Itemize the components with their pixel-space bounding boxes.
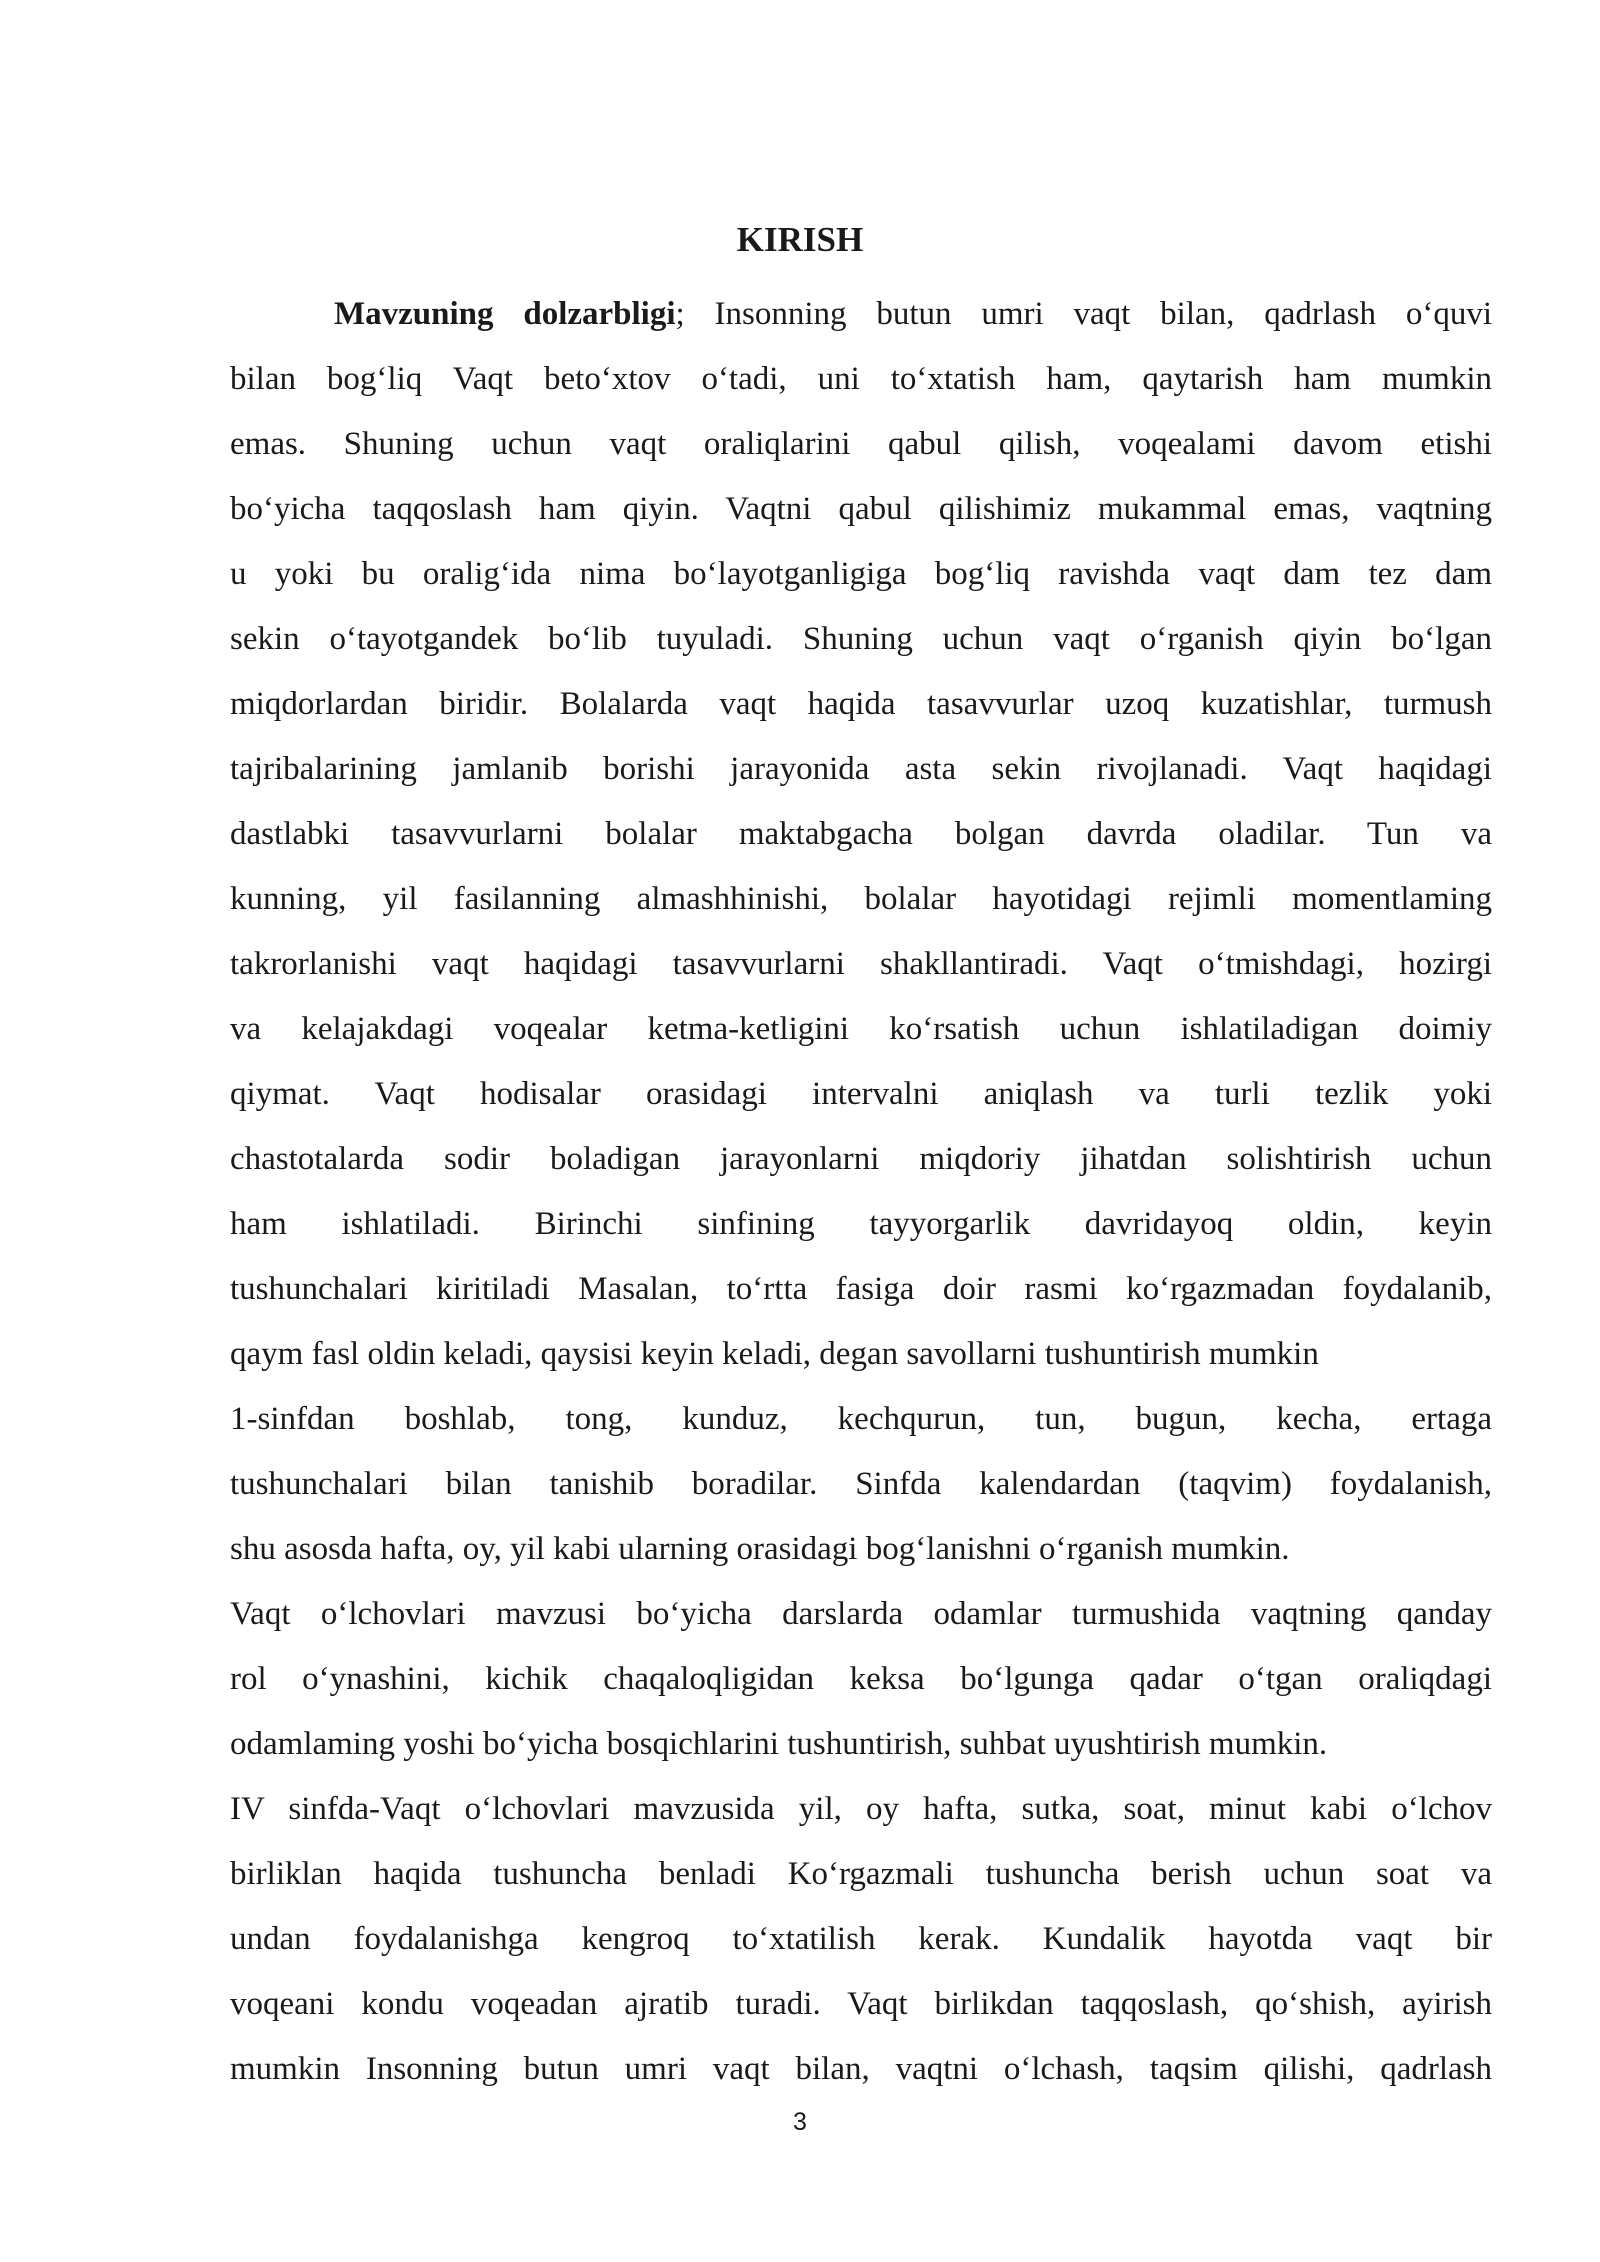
text-line: IV sinfda-Vaqt o‘lchovlari mavzusida yil, oy hafta, sutka, soat, minut kabi o‘lchov <box>230 1791 1492 1827</box>
text-line: bo‘yicha taqqoslash ham qiyin. Vaqtni qabul qilishimiz mukammal emas, vaqtning <box>230 491 1492 527</box>
text-line: miqdorlardan biridir. Bolalarda vaqt haqida tasavvurlar uzoq kuzatishlar, turmush <box>230 686 1492 722</box>
text-line: takrorlanishi vaqt haqidagi tasavvurlarni shakllantiradi. Vaqt o‘tmishdagi, hozirgi <box>230 946 1492 982</box>
text-line: ham ishlatiladi. Birinchi sinfining tayyorgarlik davridayoq oldin, keyin <box>230 1206 1492 1242</box>
text-line: birliklan haqida tushuncha benladi Ko‘rgazmali tushuncha berish uchun soat va <box>230 1856 1492 1892</box>
lead-heading: Mavzuning dolzarbligi <box>334 296 676 332</box>
text-line: kunning, yil fasilanning almashhinishi, bolalar hayotidagi rejimli momentlaming <box>230 881 1492 917</box>
page-title: KIRISH <box>736 220 864 259</box>
text-line: bilan bog‘liq Vaqt beto‘xtov o‘tadi, uni to‘xtatish ham, qaytarish ham mumkin <box>230 361 1492 397</box>
text-line: shu asosda hafta, oy, yil kabi ularning orasidagi bog‘lanishni o‘rganish mumkin. <box>230 1531 1290 1567</box>
text-line: qaym fasl oldin keladi, qaysisi keyin keladi, degan savollarni tushuntirish mumkin <box>230 1336 1319 1372</box>
body-text <box>230 282 1492 2102</box>
text-line: voqeani kondu voqeadan ajratib turadi. Vaqt birlikdan taqqoslash, qo‘shish, ayirish <box>230 1986 1492 2022</box>
text-line: mumkin Insonning butun umri vaqt bilan, vaqtni o‘lchash, taqsim qilishi, qadrlash <box>230 2051 1492 2087</box>
text-line: 1-sinfdan boshlab, tong, kunduz, kechqurun, tun, bugun, kecha, ertaga <box>230 1401 1492 1437</box>
text-line: emas. Shuning uchun vaqt oraliqlarini qabul qilish, voqealami davom etishi <box>230 426 1492 462</box>
text-line: Vaqt o‘lchovlari mavzusi bo‘yicha darslarda odamlar turmushida vaqtning qanday <box>230 1596 1492 1632</box>
text-line: qiymat. Vaqt hodisalar orasidagi intervalni aniqlash va turli tezlik yoki <box>230 1076 1492 1112</box>
paragraph-first-line <box>230 282 1492 347</box>
text-line: undan foydalanishga kengroq to‘xtatilish kerak. Kundalik hayotda vaqt bir <box>230 1921 1492 1957</box>
lead-text: ; Insonning butun umri vaqt bilan, qadrlash o‘quvi <box>675 296 1492 332</box>
text-line: sekin o‘tayotgandek bo‘lib tuyuladi. Shuning uchun vaqt o‘rganish qiyin bo‘lgan <box>230 621 1492 657</box>
text-line: va kelajakdagi voqealar ketma-ketligini ko‘rsatish uchun ishlatiladigan doimiy <box>230 1011 1492 1047</box>
text-line: u yoki bu oralig‘ida nima bo‘layotganligiga bog‘liq ravishda vaqt dam tez dam <box>230 556 1492 592</box>
text-line: dastlabki tasavvurlarni bolalar maktabgacha bolgan davrda oladilar. Tun va <box>230 816 1492 852</box>
text-line: tushunchalari bilan tanishib boradilar. Sinfda kalendardan (taqvim) foydalanish, <box>230 1466 1492 1502</box>
text-line: tajribalarining jamlanib borishi jarayonida asta sekin rivojlanadi. Vaqt haqidagi <box>230 751 1492 787</box>
page-number: 3 <box>793 2108 807 2136</box>
text-line: chastotalarda sodir boladigan jarayonlarni miqdoriy jihatdan solishtirish uchun <box>230 1141 1492 1177</box>
text-line: odamlaming yoshi bo‘yicha bosqichlarini tushuntirish, suhbat uyushtirish mumkin. <box>230 1726 1328 1762</box>
text-line: rol o‘ynashini, kichik chaqaloqligidan keksa bo‘lgunga qadar o‘tgan oraliqdagi <box>230 1661 1492 1697</box>
text-line: tushunchalari kiritiladi Masalan, to‘rtta fasiga doir rasmi ko‘rgazmadan foydalanib, <box>230 1271 1492 1307</box>
